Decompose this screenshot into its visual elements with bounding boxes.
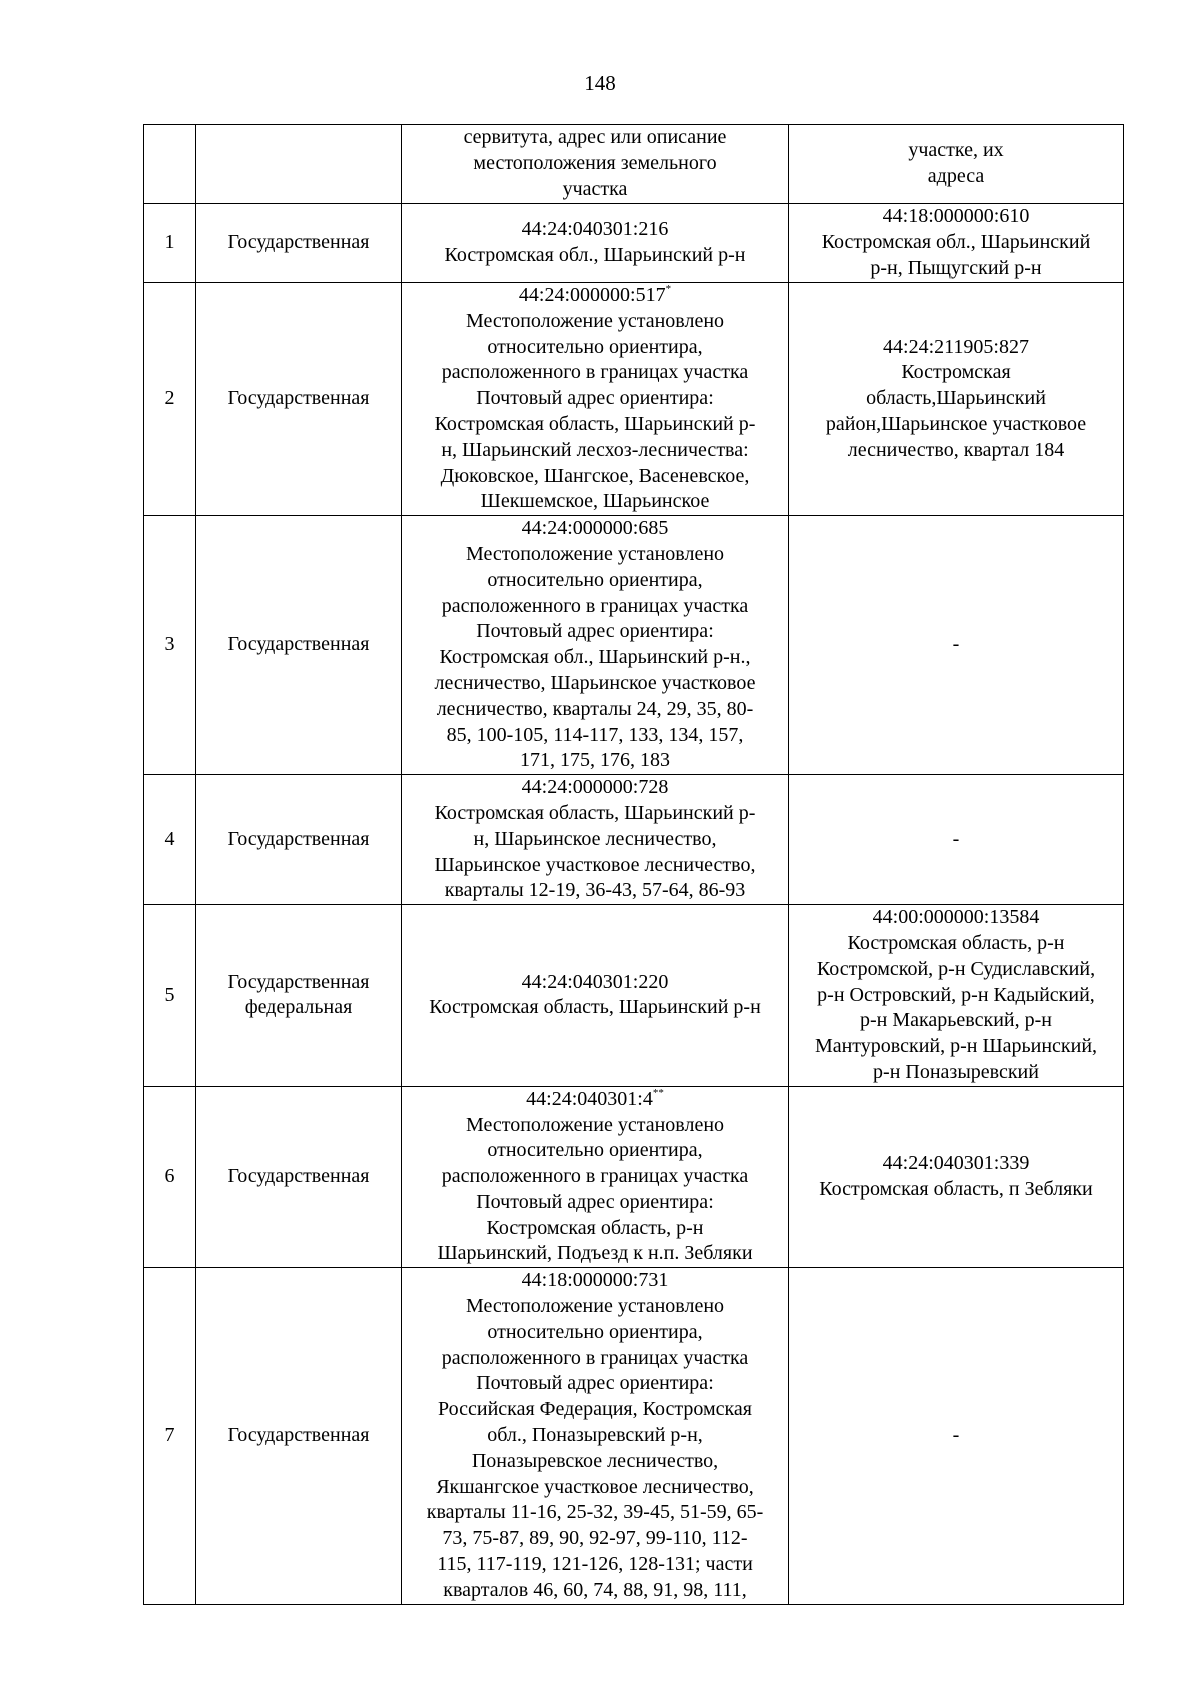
parcel-id: 44:18:000000:731 (521, 1269, 669, 1292)
parcel-description: Костромская область, Шарьинский р-н (429, 996, 761, 1019)
row-objects: 44:24:211905:827 Костромская область,Шарьинский район,Шарьинское участковое лесничество, квартал 184 (789, 283, 1124, 516)
table-row (144, 516, 1124, 775)
parcel-description: Местоположение установлено относительно ориентира, расположенного в границах участка Почтовый адрес ориентира: Костромская область, р-н Шарьинский, Подъезд к н.п. Зебляки (437, 1113, 753, 1265)
parcel-id: 44:24:040301:4** (526, 1086, 664, 1110)
row-parcel (402, 283, 789, 516)
table-row (144, 775, 1124, 905)
row-owner: Государственная (196, 1086, 402, 1268)
table-row (144, 1086, 1124, 1268)
row-num: 1 (144, 204, 196, 283)
row-num: 3 (144, 516, 196, 775)
row-parcel (402, 516, 789, 775)
table-row (144, 905, 1124, 1087)
row-owner: Государственная (196, 516, 402, 775)
parcel-description: Местоположение установлено относительно ориентира, расположенного в границах участка Почтовый адрес ориентира: Костромская обл., Шарьинский р-н., лесничество, Шарьинское участковое лесничество, кварталы 24, 29, 35, 80- 85, 100-105, 114-117, 133, 134, 157, 171, 175, 176, 183 (434, 542, 756, 772)
parcel-description: Костромская область, Шарьинский р- н, Шарьинское лесничество, Шарьинское участковое лесничество, кварталы 12-19, 36-43, 57-64, 86-93 (434, 801, 756, 902)
header-cell-objects: участке, их адреса (789, 125, 1124, 204)
row-num: 7 (144, 1268, 196, 1604)
table-header-row (144, 125, 1124, 204)
parcel-description: Костромская обл., Шарьинский р-н (444, 244, 746, 266)
row-objects: - (789, 516, 1124, 775)
parcel-id: 44:24:000000:685 (521, 517, 669, 540)
row-parcel (402, 1268, 789, 1604)
parcel-description: Местоположение установлено относительно ориентира, расположенного в границах участка Почтовый адрес ориентира: Костромская область, Шарьинский р- н, Шарьинский лесхоз-лесничества: Дюковское, Шангское, Васеневское, Шекшемское, Шарьинское (434, 309, 756, 513)
header-cell-parcel: сервитута, адрес или описание местоположения земельного участка (402, 125, 789, 204)
row-parcel (402, 775, 789, 905)
parcel-id: 44:24:000000:728 (521, 776, 669, 799)
row-owner: Государственная (196, 1268, 402, 1604)
row-objects: 44:00:000000:13584 Костромская область, р-н Костромской, р-н Судиславский, р-н Островский, р-н Кадыйский, р-н Макарьевский, р-н Мантуровский, р-н Шарьинский, р-н Поназыревский (789, 905, 1124, 1087)
row-num: 2 (144, 283, 196, 516)
page-number: 148 (584, 71, 616, 95)
row-parcel (402, 905, 789, 1087)
parcel-id: 44:24:040301:220 (521, 970, 669, 993)
row-owner: Государственная (196, 283, 402, 516)
parcel-id: 44:24:000000:517* (518, 283, 672, 306)
row-parcel (402, 204, 789, 283)
header-cell-owner (196, 125, 402, 204)
row-num: 6 (144, 1086, 196, 1268)
row-parcel (402, 1086, 789, 1268)
table-row (144, 204, 1124, 283)
row-owner: Государственная (196, 204, 402, 283)
row-objects: 44:18:000000:610 Костромская обл., Шарьинский р-н, Пыщугский р-н (789, 204, 1124, 283)
row-num: 4 (144, 775, 196, 905)
row-objects: - (789, 775, 1124, 905)
table-row (144, 283, 1124, 516)
header-cell-num (144, 125, 196, 204)
row-num: 5 (144, 905, 196, 1087)
row-owner: Государственная (196, 775, 402, 905)
parcel-description: Местоположение установлено относительно ориентира, расположенного в границах участка Почтовый адрес ориентира: Российская Федерация, Костромская обл., Поназыревский р-н, Поназыревское лесничество, Якшангское участковое лесничество, кварталы 11-16, 25-32, 39-45, 51-59, 65- 73, 75-87, 89, 90, 92-97, 99-110, 112- 115, 117-119, 121-126, 128-131; части кварталов 46, 60, 74, 88, 91, 98, 111, (426, 1295, 764, 1601)
row-objects: 44:24:040301:339 Костромская область, п Зебляки (789, 1086, 1124, 1268)
row-objects: - (789, 1268, 1124, 1604)
row-owner: Государственная федеральная (196, 905, 402, 1087)
parcel-id: 44:24:040301:216 (521, 218, 669, 241)
table-row (144, 1268, 1124, 1604)
servitude-table (143, 124, 1124, 1605)
